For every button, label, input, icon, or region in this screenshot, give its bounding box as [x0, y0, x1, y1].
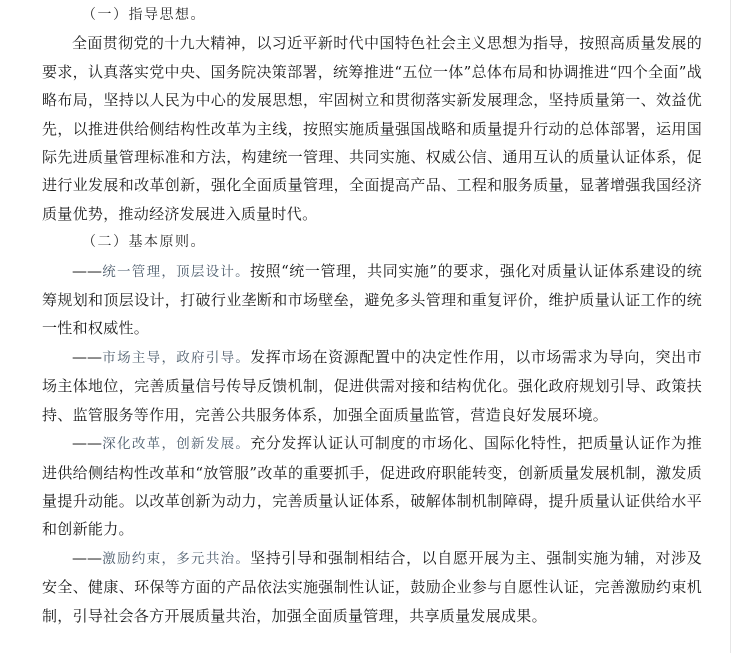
principle-body-market-led: 发挥市场在资源配置中的决定性作用，以市场需求为导向，突出市场主体地位，完善质量信号传导反馈机制，促进供需对接和结构优化。强化政府规划引导、政策扶持、监管服务等作用，完善公共服务体系，加强全面质量监管，营造良好发展环境。 [42, 347, 703, 424]
principle-lead-unified-management: 统一管理，顶层设计。 [102, 263, 250, 280]
principle-dash: —— [72, 261, 102, 280]
principle-paragraph-unified-management [42, 257, 702, 343]
principle-lead-market-led: 市场主导，政府引导。 [102, 349, 251, 366]
principle-paragraph-deepen-reform [42, 429, 702, 544]
principle-dash: —— [72, 434, 102, 453]
section-heading-guiding-ideology: （一）指导思想。 [82, 7, 206, 23]
cropped-next-heading [82, 644, 192, 653]
principle-dash: —— [72, 548, 102, 567]
principle-lead-incentive-constraint: 激励约束，多元共治。 [102, 550, 251, 567]
principle-lead-deepen-reform: 深化改革，创新发展。 [102, 436, 251, 453]
principle-body-deepen-reform: 充分发挥认证认可制度的市场化、国际化特性，把质量认证作为推进供给侧结构性改革和“放管服”改革的重要抓手，促进政府职能转变，创新质量发展机制，激发质量提升动能。以改革创新为动力，完善质量认证体系，破解体制机制障碍，提升质量认证供给水平和创新能力。 [42, 434, 703, 539]
page-edge-divider [730, 0, 731, 653]
principle-paragraph-market-led [42, 343, 702, 429]
section-heading-basic-principles: （二）基本原则。 [82, 234, 206, 251]
document-body [42, 1, 702, 630]
principle-dash: —— [72, 347, 102, 366]
principle-body-incentive-constraint: 坚持引导和强制相结合，以自愿开展为主、强制实施为辅，对涉及安全、健康、环保等方面的产品依法实施强制性认证，鼓励企业参与自愿性认证，完善激励约束机制，引导社会各方开展质量共治，加强全面质量管理，共享质量发展成果。 [42, 548, 703, 625]
principle-body-unified-management: 按照“统一管理，共同实施”的要求，强化对质量认证体系建设的统筹规划和顶层设计，打破行业垄断和市场壁垒，避免多头管理和重复评价，维护质量认证工作的统一性和权威性。 [42, 261, 703, 338]
paragraph-guiding-ideology: 全面贯彻党的十九大精神，以习近平新时代中国特色社会主义思想为指导，按照高质量发展的要求，认真落实党中央、国务院决策部署，统筹推进“五位一体”总体布局和协调推进“四个全面”战略布局，坚持以人民为中心的发展思想，牢固树立和贯彻落实新发展理念，坚持质量第一、效益优先，以推进供给侧结构性改革为主线，按照实施质量强国战略和质量提升行动的总体部署，运用国际先进质量管理标准和方法，构建统一管理、共同实施、权威公信、通用互认的质量认证体系，促进行业发展和改革创新，强化全面质量管理，全面提高产品、工程和服务质量，显著增强我国经济质量优势，推动经济发展进入质量时代。 [42, 34, 702, 223]
principle-paragraph-incentive-constraint [42, 544, 702, 630]
